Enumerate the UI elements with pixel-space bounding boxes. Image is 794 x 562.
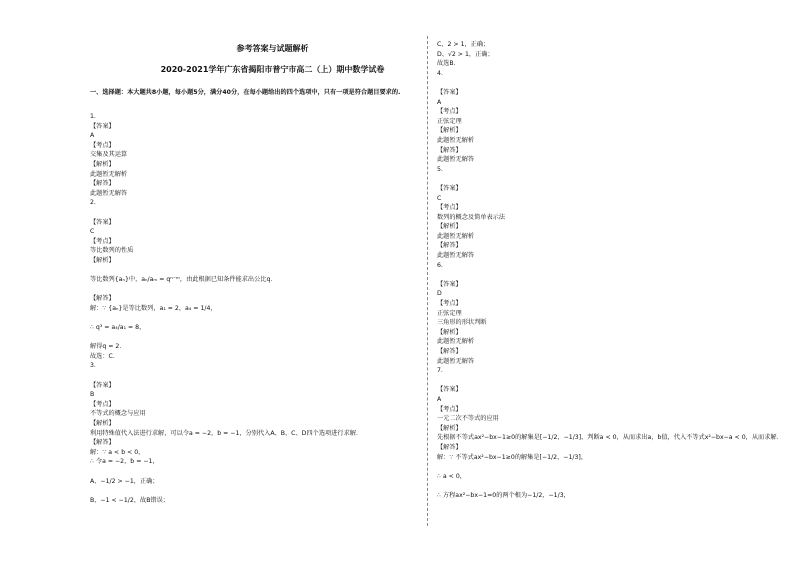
text-line: 7. <box>437 367 443 375</box>
text-line: 解：∵ 不等式ax²−bx−1≥0的解集是[−1/2，−1/3]， <box>437 453 588 461</box>
text-line: 【解答】 <box>437 146 462 154</box>
text-line <box>90 208 420 218</box>
text-line: 利用特殊值代入法进行求解，可以令a = −2，b = −1，分别代入A、B、C、D四个选项进行求解． <box>90 429 363 437</box>
text-line: 【解析】 <box>437 223 462 231</box>
text-line: 【解答】 <box>90 295 115 303</box>
text-line: 故选：C． <box>90 352 120 360</box>
text-line: ∴ q³ = a₄/a₁ = 8， <box>90 324 146 332</box>
text-line: 等比数列的性质 <box>90 247 134 255</box>
text-line <box>90 333 420 343</box>
text-line: 正弦定理 <box>437 309 462 317</box>
text-line: 不等式的概念与应用 <box>90 410 146 418</box>
text-line: 【答案】 <box>437 184 462 192</box>
text-line: 【解析】 <box>437 328 462 336</box>
text-line: 先根据不等式ax²−bx−1≥0的解集是[−1/2，−1/3]，判断a < 0，从而求出a，b值，代入不等式x²−bx−a < 0，从而求解． <box>437 434 783 442</box>
text-line <box>90 313 420 323</box>
text-line: 此题暂无解答 <box>90 189 128 197</box>
text-line: 【解析】 <box>437 127 462 135</box>
text-line: 【解答】 <box>90 439 115 447</box>
text-line: 【解析】 <box>437 424 462 432</box>
text-line <box>90 486 420 496</box>
right-column <box>437 40 783 501</box>
text-line: 【答案】 <box>90 381 115 389</box>
text-line: 故选B． <box>437 60 460 68</box>
text-line <box>90 371 420 381</box>
text-line: 此题暂无解析 <box>90 170 128 178</box>
text-line <box>437 376 777 386</box>
text-line: 4. <box>437 69 443 77</box>
text-line: B <box>90 391 95 399</box>
text-line: A <box>437 98 442 106</box>
text-line: 2. <box>90 199 96 207</box>
text-line <box>90 266 420 276</box>
text-line: ∴ 方程ax²−bx−1=0的两个根为−1/2，−1/3， <box>437 491 570 499</box>
text-line: 【解答】 <box>437 443 462 451</box>
text-line: 【解析】 <box>90 256 115 264</box>
text-line <box>437 481 777 491</box>
text-line <box>90 285 420 295</box>
text-line: 5. <box>437 165 443 173</box>
text-line: 【解答】 <box>90 180 115 188</box>
text-line <box>437 270 777 280</box>
text-line: C、2 > 1，正确； <box>437 41 490 48</box>
text-line: 解：∵ {aₙ}是等比数列，a₁ = 2，a₄ = 1/4， <box>90 304 217 312</box>
text-line: B、−1 < −1/2，故B错误； <box>90 496 169 504</box>
text-line: C <box>90 228 95 236</box>
text-line: 此题暂无解答 <box>437 252 475 260</box>
text-line: 【解答】 <box>437 242 462 250</box>
text-line: A <box>90 132 95 140</box>
text-line: 此题暂无解析 <box>437 338 475 346</box>
exam-title: 2020-2021学年广东省揭阳市普宁市高二（上）期中数学试卷 <box>160 65 385 74</box>
text-line <box>437 78 777 88</box>
page-title: 参考答案与试题解析 <box>236 44 309 53</box>
text-line: 一元二次不等式的应用 <box>437 415 499 423</box>
text-line: 【解析】 <box>90 420 115 427</box>
text-line <box>437 174 777 184</box>
text-line: 此题暂无解析 <box>437 232 475 240</box>
text-line: 【考点】 <box>437 405 462 413</box>
text-line: 正弦定理 <box>437 117 462 125</box>
text-line: A <box>437 395 442 403</box>
text-line: C <box>437 194 442 202</box>
text-line: 三角形的形状判断 <box>437 319 487 327</box>
text-line: D、√2 > 1，正确； <box>437 50 494 58</box>
text-line: 【答案】 <box>90 122 115 130</box>
text-line: 【考点】 <box>90 400 115 408</box>
text-line: 等比数列{aₙ}中，aₙ/aₘ = qⁿ⁻ᵐ，由此根据已知条件能求出公比q． <box>90 276 277 284</box>
text-line: 【考点】 <box>90 141 115 149</box>
text-line: 【考点】 <box>437 108 462 116</box>
text-line: ∴ 令a = −2，b = −1， <box>90 458 159 466</box>
text-line: 6. <box>437 261 443 269</box>
column-divider <box>427 36 428 526</box>
text-line: ∴ a < 0， <box>437 472 466 480</box>
text-line: 【解析】 <box>90 160 115 168</box>
text-line: 【考点】 <box>437 300 462 308</box>
text-line: 数列的概念及简单表示法 <box>437 213 506 221</box>
text-line: A、−1/2 > −1，正确； <box>90 477 159 485</box>
text-line: 【答案】 <box>437 88 462 96</box>
text-line: 【考点】 <box>90 237 115 245</box>
text-line: 【答案】 <box>437 386 462 394</box>
text-line: 【答案】 <box>437 280 462 288</box>
text-line: 此题暂无解析 <box>437 136 475 144</box>
text-line <box>437 462 777 472</box>
text-line: 解：∵ a < b < 0， <box>90 448 145 456</box>
text-line: 【考点】 <box>437 204 462 212</box>
text-line: 【答案】 <box>90 218 115 226</box>
text-line: 3. <box>90 362 96 370</box>
text-line: 此题暂无解答 <box>437 357 475 365</box>
text-line: 此题暂无解答 <box>437 156 475 164</box>
section-heading: 一、选择题：本大题共8小题，每小题5分，满分40分，在每小题给出的四个选项中，只有一项是符合题目要求的. <box>90 89 401 96</box>
text-line <box>90 467 420 477</box>
text-line: 解得q = 2． <box>90 343 126 351</box>
left-column <box>90 112 420 505</box>
text-line: 【解答】 <box>437 348 462 355</box>
text-line: 1. <box>90 113 96 120</box>
text-line: 交集及其运算 <box>90 151 128 159</box>
text-line: D <box>437 290 442 298</box>
